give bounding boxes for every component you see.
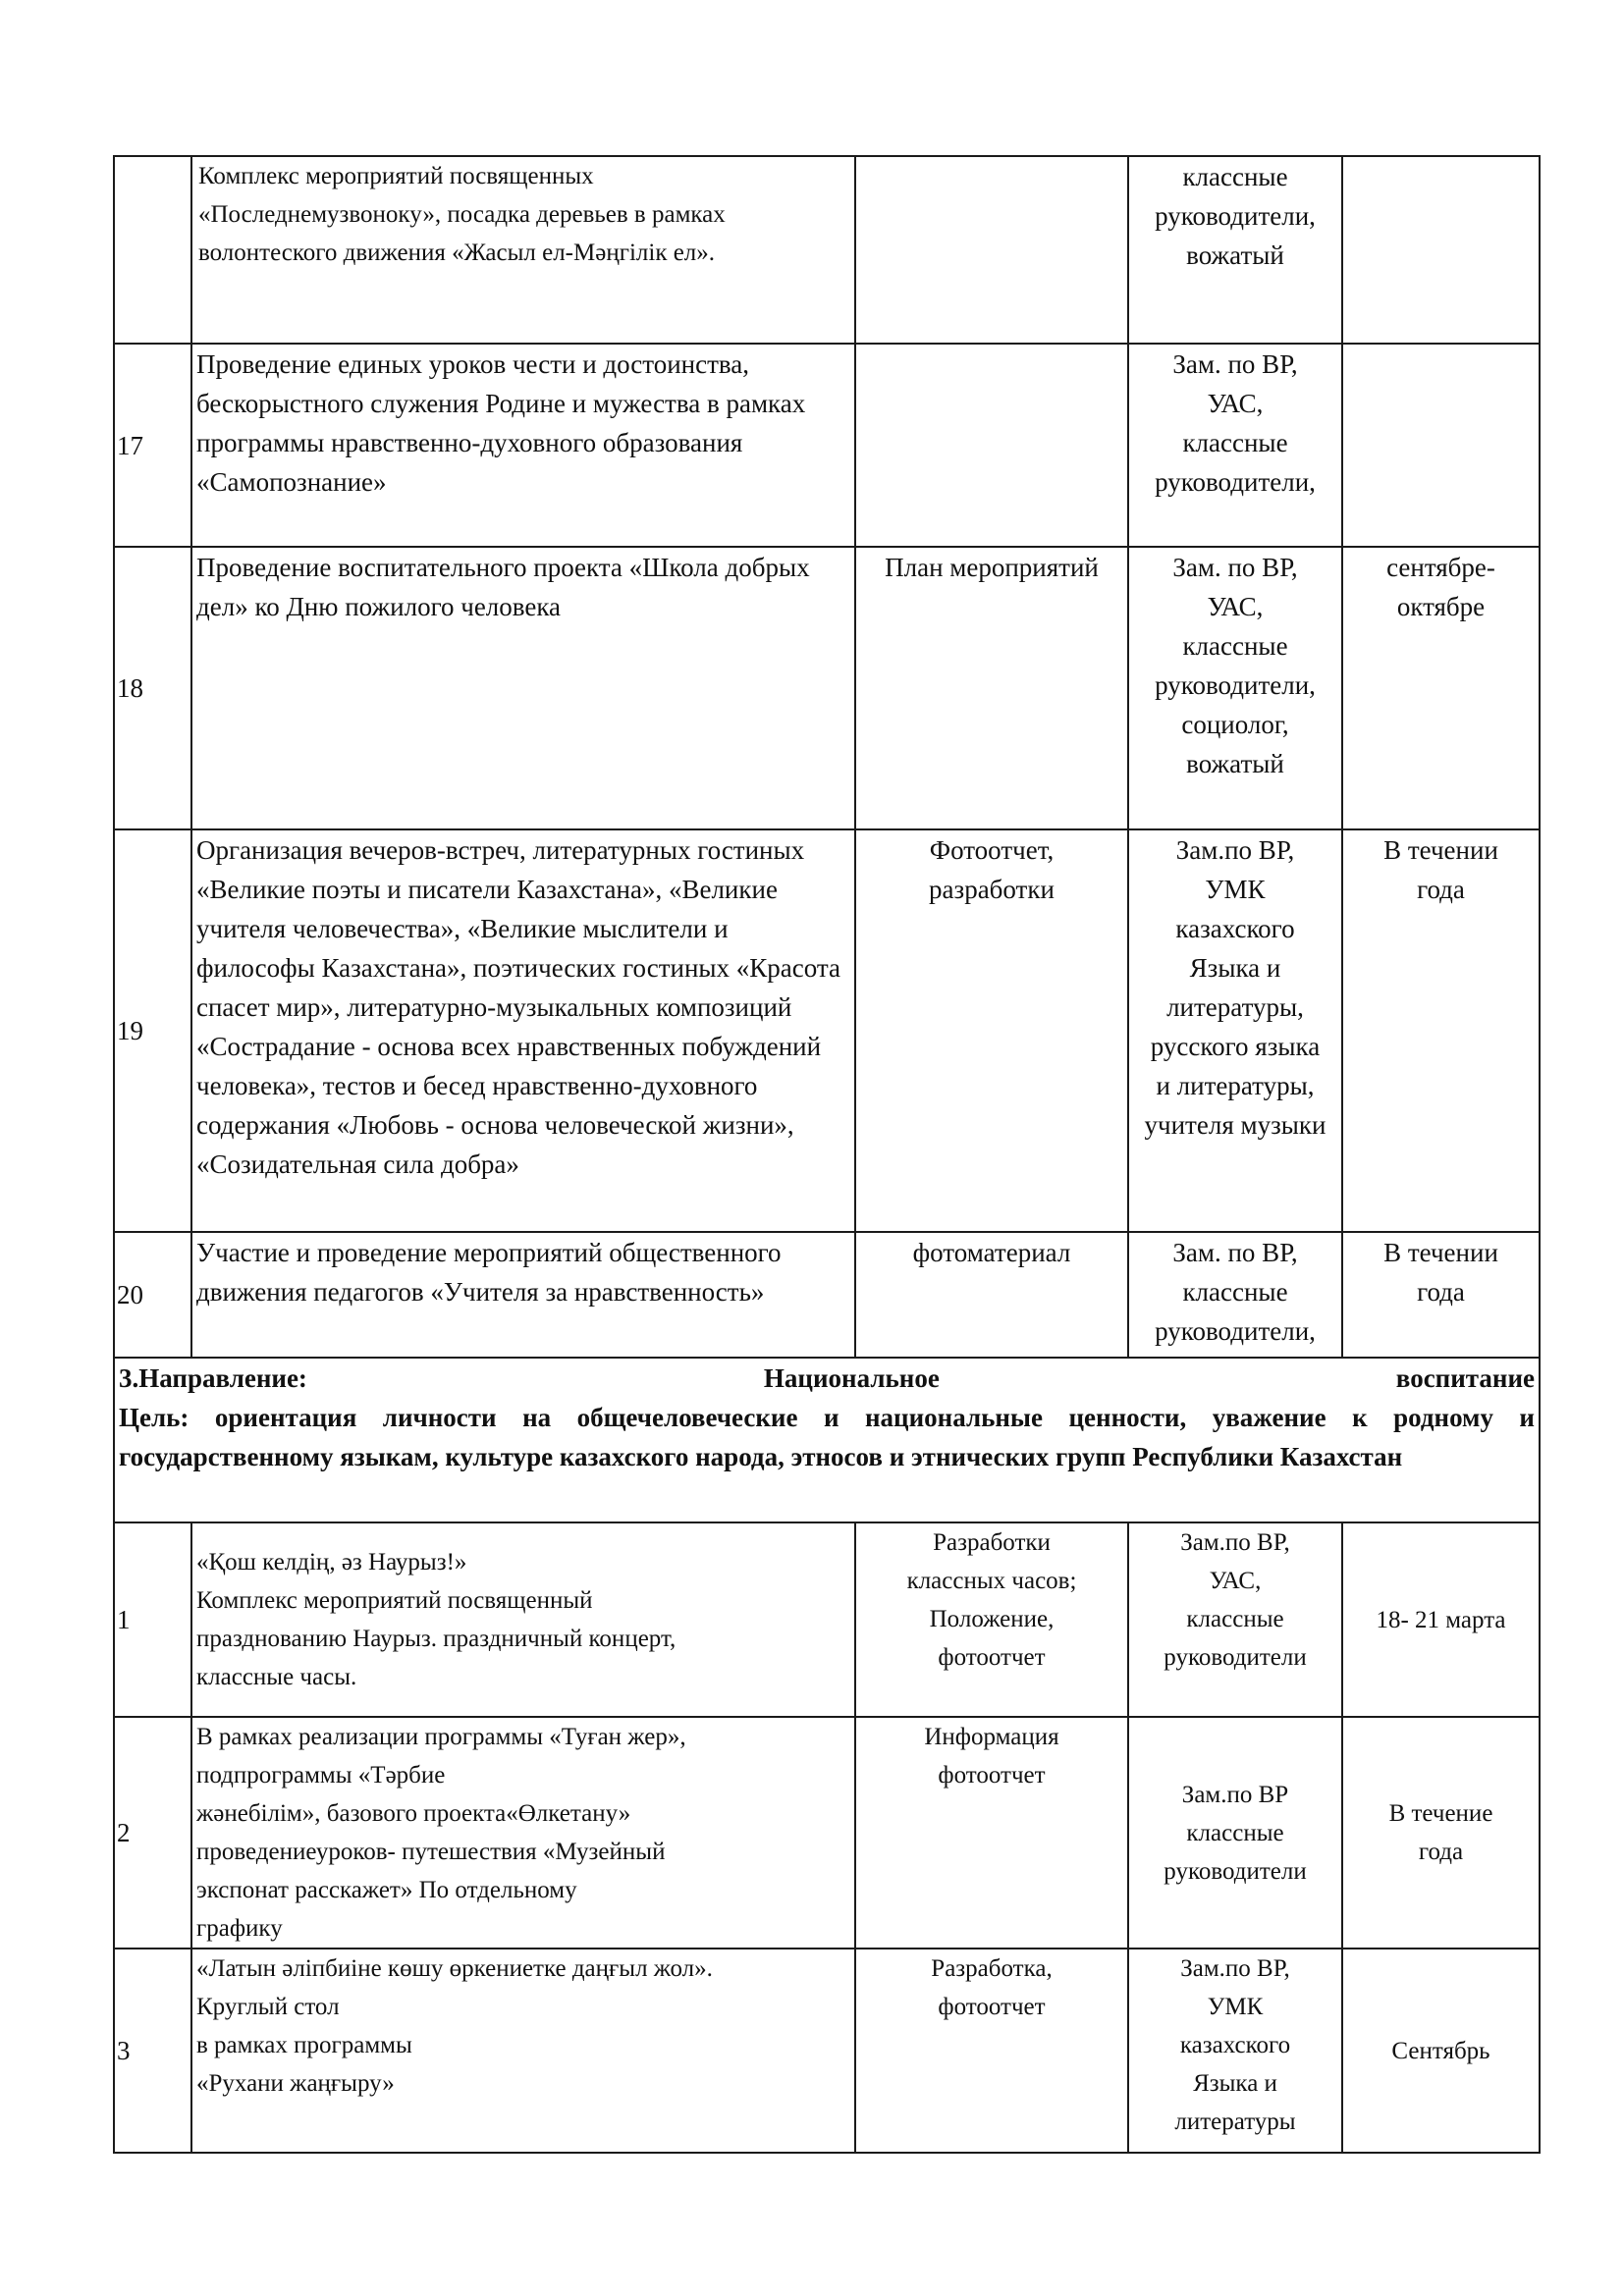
row-number: 17 [114, 344, 191, 547]
deadline: Сентябрь [1342, 1949, 1540, 2153]
table-row [114, 1522, 1540, 1717]
row-number: 3 [114, 1949, 191, 2153]
report-form: Фотоотчет, разработки [855, 829, 1128, 1232]
responsible: Зам.по ВР, УМК казахского Языка и литературы [1128, 1949, 1342, 2153]
event-description: «Латын әліпбиіне көшу өркениетке даңғыл жол». Круглый стол в рамках программы «Рухани жаңғыру» [191, 1949, 855, 2153]
table-row [114, 547, 1540, 829]
event-description: «Қош келдің, әз Наурыз!» Комплекс мероприятий посвященный празднованию Наурыз. праздничный концерт, классные часы. [191, 1522, 855, 1717]
report-form: Разработка, фотоотчет [855, 1949, 1128, 2153]
responsible: Зам.по ВР, УМК казахского Языка и литературы, русского языка и литературы, учителя музыки [1128, 829, 1342, 1232]
responsible: Зам.по ВР, УАС, классные руководители [1128, 1522, 1342, 1717]
table-row [114, 829, 1540, 1232]
report-form: Разработки классных часов; Положение, фотоотчет [855, 1522, 1128, 1717]
deadline [1342, 344, 1540, 547]
row-number: 19 [114, 829, 191, 1232]
section-name: Национальное [763, 1363, 940, 1393]
table-row [114, 1232, 1540, 1358]
table-row [114, 1949, 1540, 2153]
deadline [1342, 156, 1540, 344]
section-kind: воспитание [1395, 1363, 1535, 1393]
deadline: В течении года [1342, 829, 1540, 1232]
section-title [119, 1359, 1535, 1398]
responsible: Зам. по ВР, УАС, классные руководители, [1128, 344, 1342, 547]
report-form: Информация фотоотчет [855, 1717, 1128, 1949]
event-description: Проведение воспитательного проекта «Школа добрых дел» ко Дню пожилого человека [191, 547, 855, 829]
event-description: Организация вечеров-встреч, литературных гостиных «Великие поэты и писатели Казахстана», «Великие учителя человечества», «Великие мыслители и философы Казахстана», поэтических гостиных «Красота спасет мир», литературно-музыкальных композиций «Сострадание - основа всех нравственных побуждений человека», тестов и бесед нравственно-духовного содержания «Любовь - основа человеческой жизни», «Созидательная сила добра» [191, 829, 855, 1232]
table-row [114, 1717, 1540, 1949]
report-form: фотоматериал [855, 1232, 1128, 1358]
report-form: План мероприятий [855, 547, 1128, 829]
table-row [114, 344, 1540, 547]
event-description: Комплекс мероприятий посвященных «Последнемузвоноку», посадка деревьев в рамках волонтеского движения «Жасыл ел-Мәңгілік ел». [191, 156, 855, 344]
row-number [114, 156, 191, 344]
section-goal: Цель: ориентация личности на общечеловеческие и национальные ценности, уважение к родному и государственному языкам, культуре казахского народа, этносов и этнических групп Республики Казахстан [119, 1403, 1535, 1471]
event-description: Участие и проведение мероприятий общественного движения педагогов «Учителя за нравственность» [191, 1232, 855, 1358]
responsible: классные руководители, вожатый [1128, 156, 1342, 344]
section-header [114, 1358, 1540, 1522]
table-row [114, 156, 1540, 344]
plan-table [113, 155, 1541, 2154]
deadline: сентябре- октябре [1342, 547, 1540, 829]
deadline: В течение года [1342, 1717, 1540, 1949]
row-number: 18 [114, 547, 191, 829]
row-number: 1 [114, 1522, 191, 1717]
responsible: Зам. по ВР, классные руководители, [1128, 1232, 1342, 1358]
deadline: 18- 21 марта [1342, 1522, 1540, 1717]
responsible: Зам.по ВР классные руководители [1128, 1717, 1342, 1949]
section-cell [114, 1358, 1540, 1522]
deadline: В течении года [1342, 1232, 1540, 1358]
report-form [855, 344, 1128, 547]
row-number: 20 [114, 1232, 191, 1358]
row-number: 2 [114, 1717, 191, 1949]
responsible: Зам. по ВР, УАС, классные руководители, социолог, вожатый [1128, 547, 1342, 829]
event-description: В рамках реализации программы «Туған жер», подпрограммы «Тәрбие жәнебілім», базового проекта«Өлкетану» проведениеуроков- путешествия «Музейный экспонат расскажет» По отдельному графику [191, 1717, 855, 1949]
event-description: Проведение единых уроков чести и достоинства, бескорыстного служения Родине и мужества в рамках программы нравственно-духовного образования «Самопознание» [191, 344, 855, 547]
section-label: 3.Направление: [119, 1363, 307, 1393]
report-form [855, 156, 1128, 344]
